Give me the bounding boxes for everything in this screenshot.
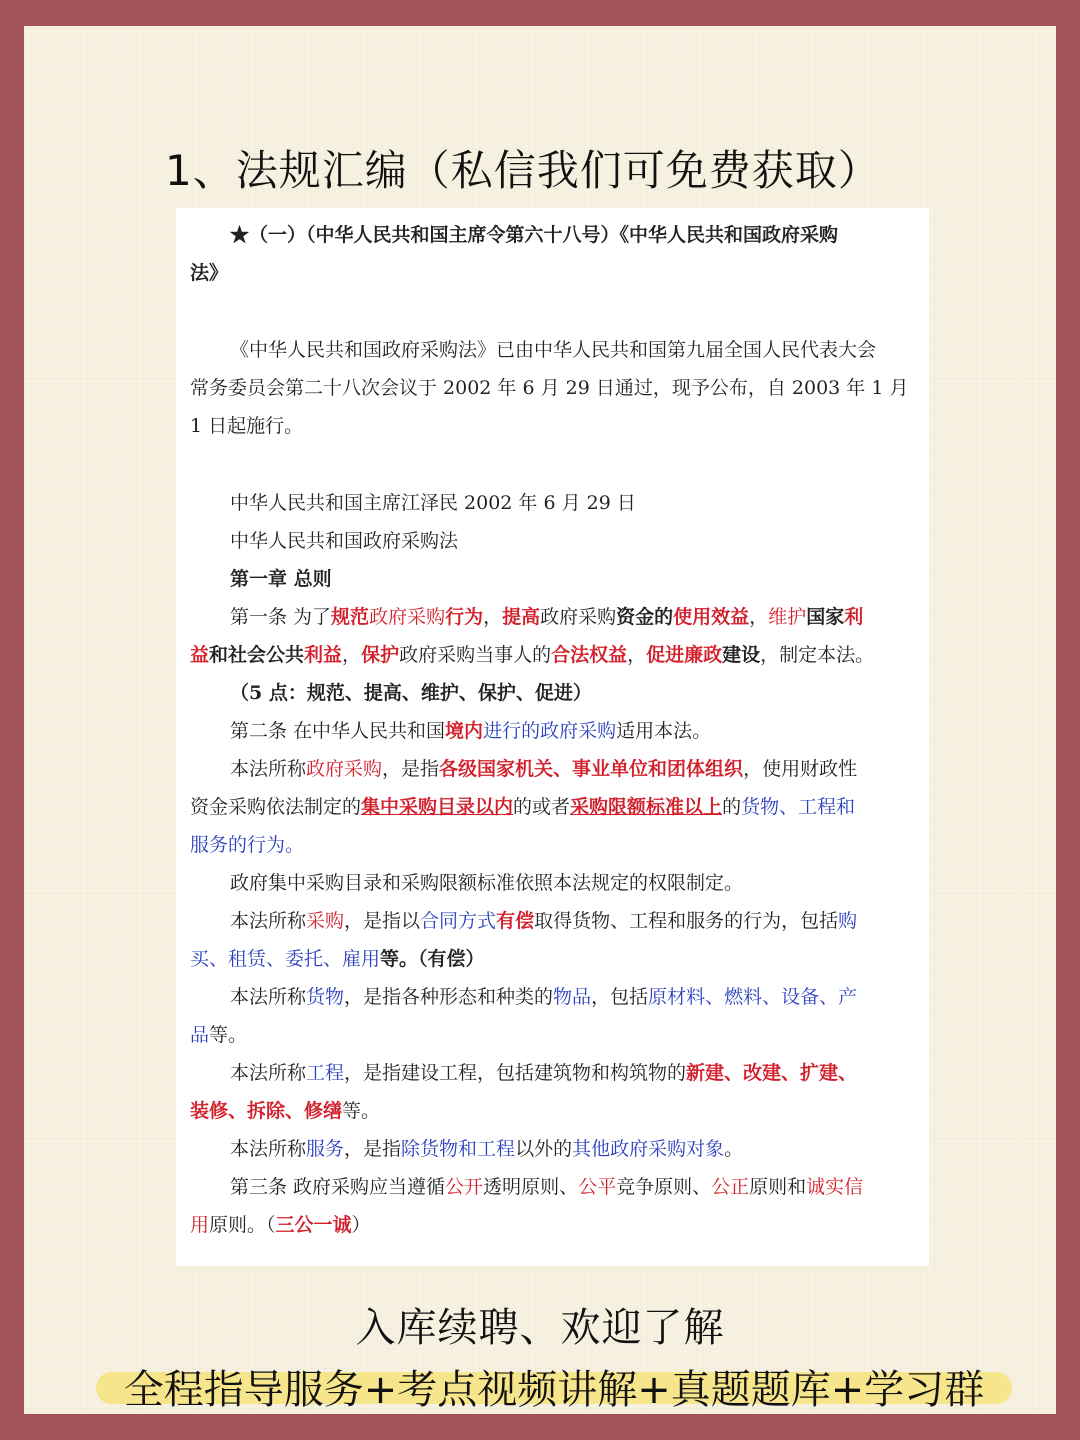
intro-line-1: 《中华人民共和国政府采购法》已由中华人民共和国第九届全国人民代表大会 bbox=[230, 339, 877, 361]
services-def-line: 本法所称服务，是指除货物和工程以外的其他政府采购对象。 bbox=[230, 1138, 744, 1160]
article-2-line-1: 第二条 在中华人民共和国境内进行的政府采购适用本法。 bbox=[230, 720, 712, 742]
goods-def-line-2: 品等。 bbox=[190, 1024, 248, 1046]
footer-line-2: 全程指导服务+考点视频讲解+真题题库+学习群 bbox=[123, 1367, 985, 1413]
procurement-def-line-2: 买、租赁、委托、雇用等。（有偿） bbox=[190, 948, 485, 970]
works-def-line-2: 装修、拆除、修缮等。 bbox=[190, 1100, 381, 1122]
works-def-line-1: 本法所称工程，是指建设工程，包括建筑物和构筑物的新建、改建、扩建、 bbox=[230, 1062, 858, 1084]
goods-def-line-1: 本法所称货物，是指各种形态和种类的物品，包括原材料、燃料、设备、产 bbox=[230, 986, 858, 1008]
signature-line: 中华人民共和国主席江泽民 2002 年 6 月 29 日 bbox=[230, 492, 636, 514]
footer-highlight-banner bbox=[96, 1358, 1012, 1413]
article-2-line-3: 资金采购依法制定的集中采购目录以内的或者采购限额标准以上的货物、工程和 bbox=[190, 796, 856, 818]
article-1-note: （5 点：规范、提高、维护、保护、促进） bbox=[230, 682, 592, 704]
intro-line-3: 1 日起施行。 bbox=[190, 415, 304, 437]
article-3-line-2: 用原则。（三公一诚） bbox=[190, 1214, 371, 1236]
article-1-line-1: 第一条 为了规范政府采购行为，提高政府采购资金的使用效益，维护国家利 bbox=[230, 606, 864, 628]
doc-title-line-1: ★（一）（中华人民共和国主席令第六十八号）《中华人民共和国政府采购 bbox=[230, 224, 839, 246]
article-2-line-2: 本法所称政府采购，是指各级国家机关、事业单位和团体组织，使用财政性 bbox=[230, 758, 858, 780]
article-1-line-2: 益和社会公共利益，保护政府采购当事人的合法权益，促进廉政建设，制定本法。 bbox=[190, 644, 875, 666]
article-2-line-5: 政府集中采购目录和采购限额标准依照本法规定的权限制定。 bbox=[230, 872, 744, 894]
article-3-line-1: 第三条 政府采购应当遵循公开透明原则、公平竞争原则、公正原则和诚实信 bbox=[230, 1176, 864, 1198]
law-document-image bbox=[176, 208, 929, 1266]
chapter-heading: 第一章 总则 bbox=[230, 568, 332, 590]
page-heading: 1、法规汇编（私信我们可免费获取） bbox=[165, 146, 881, 195]
doc-title-line-2: 法》 bbox=[190, 262, 229, 284]
intro-line-2: 常务委员会第二十八次会议于 2002 年 6 月 29 日通过，现予公布，自 2003 年 1 月 bbox=[190, 377, 909, 399]
procurement-def-line-1: 本法所称采购，是指以合同方式有偿取得货物、工程和服务的行为，包括购 bbox=[230, 910, 858, 932]
footer-line-1: 入库续聘、欢迎了解 bbox=[355, 1305, 725, 1351]
article-2-line-4: 服务的行为。 bbox=[190, 834, 305, 856]
law-name-line: 中华人民共和国政府采购法 bbox=[230, 530, 459, 552]
